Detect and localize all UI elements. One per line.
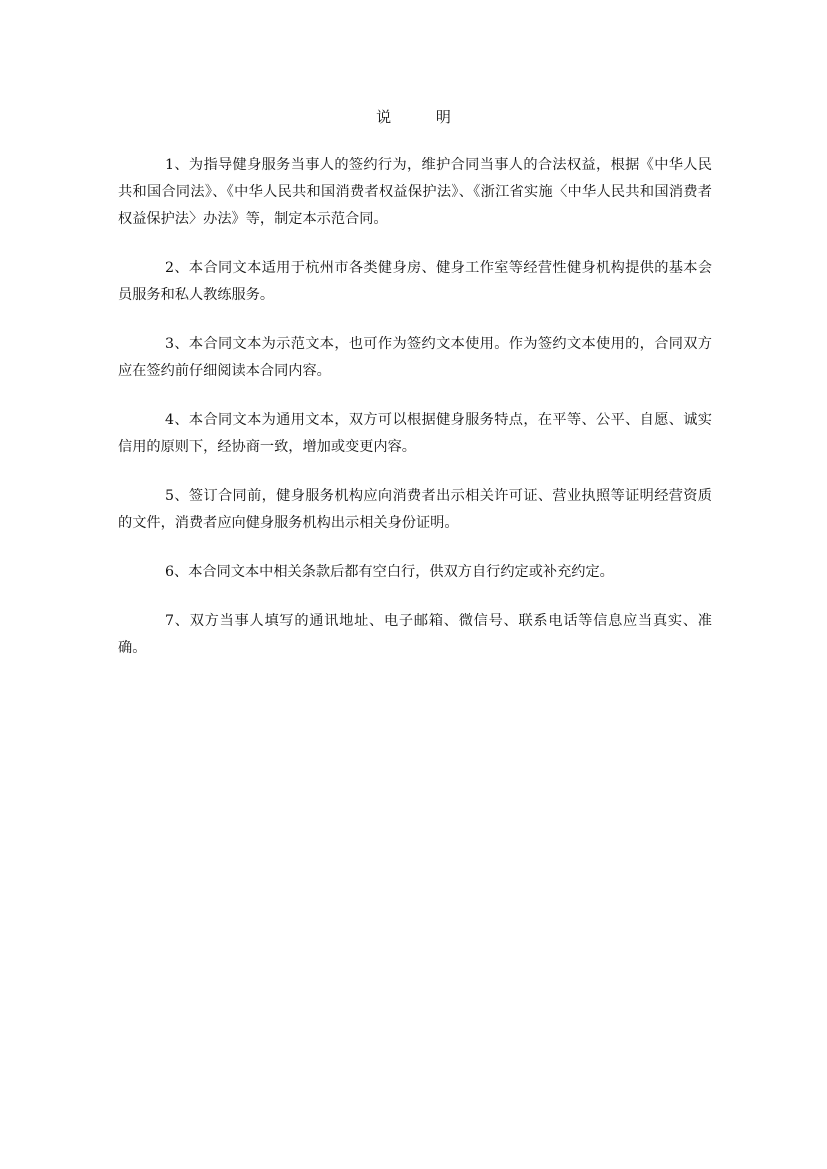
document-title: 说 明 [376, 108, 471, 126]
paragraph-1: 1、为指导健身服务当事人的签约行为，维护合同当事人的合法权益，根据《中华人民共和国合同法》、《中华人民共和国消费者权益保护法》、《浙江省实施〈中华人民共和国消费者权益保护法〉办法》等，制定本示范合同。 [118, 157, 712, 227]
paragraph-2: 2、本合同文本适用于杭州市各类健身房、健身工作室等经营性健身机构提供的基本会员服务和私人教练服务。 [118, 260, 712, 303]
paragraph-7: 7、双方当事人填写的通讯地址、电子邮箱、微信号、联系电话等信息应当真实、准确。 [118, 613, 712, 656]
paragraph-5: 5、签订合同前，健身服务机构应向消费者出示相关许可证、营业执照等证明经营资质的文件，消费者应向健身服务机构出示相关身份证明。 [118, 488, 712, 531]
paragraph-4: 4、本合同文本为通用文本，双方可以根据健身服务特点，在平等、公平、自愿、诚实信用的原则下，经协商一致，增加或变更内容。 [118, 412, 712, 455]
document-body [118, 152, 712, 684]
paragraph-6: 6、本合同文本中相关条款后都有空白行，供双方自行约定或补充约定。 [165, 564, 614, 580]
paragraph-3: 3、本合同文本为示范文本，也可作为签约文本使用。作为签约文本使用的，合同双方应在签约前仔细阅读本合同内容。 [118, 336, 712, 379]
